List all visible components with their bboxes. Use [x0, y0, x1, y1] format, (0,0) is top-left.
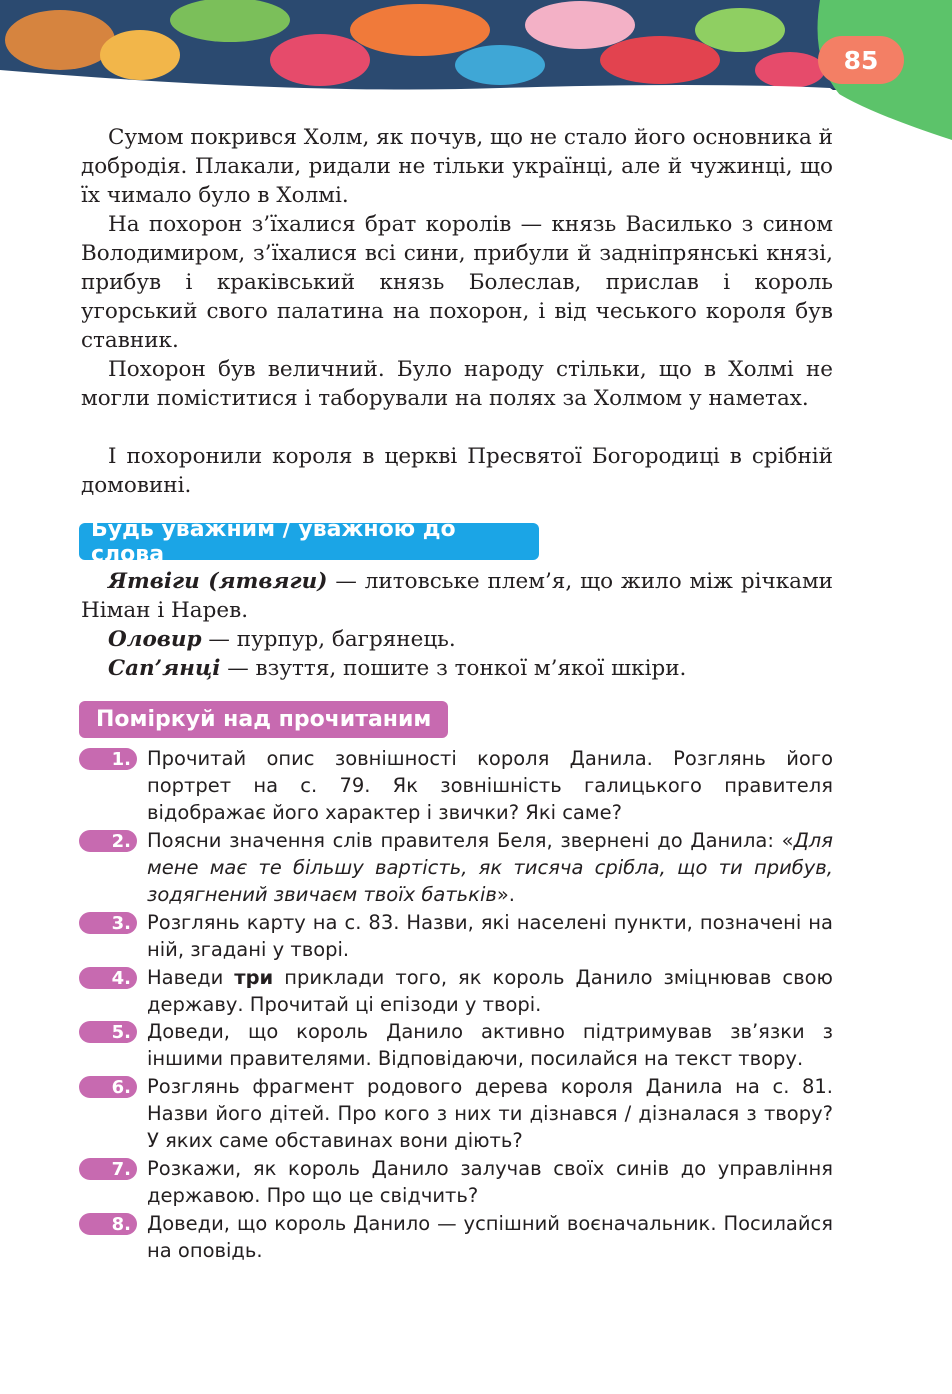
- question-number: 7.: [79, 1158, 137, 1180]
- question-number: 3.: [79, 912, 137, 934]
- question-text: Доведи, що король Данило активно підтримував зв’язки з іншими правителями. Відповідаючи, посилайся на текст твору.: [147, 1020, 833, 1070]
- question-text: Розглянь карту на с. 83. Назви, які населені пункти, позначені на ній, згадані у творі.: [147, 911, 833, 961]
- question-text-part: приклади того, як король Данило зміцнював свою державу. Прочитай ці епізоди у творі.: [147, 966, 833, 1016]
- question-number: 5.: [79, 1021, 137, 1043]
- quote-italic: Для мене має те більшу вартість, як тисяча срібла, що ти прибув, зодягнений звичаєм твоїх батьків: [147, 829, 833, 906]
- glossary-term: Оловир: [108, 627, 202, 652]
- question-text-part: ».: [496, 883, 516, 906]
- question-number: 6.: [79, 1076, 137, 1098]
- glossary-item: [81, 625, 833, 654]
- question-number: 2.: [79, 830, 137, 852]
- story-paragraph: І похоронили короля в церкві Пресвятої Богородиці в срібній домовині.: [81, 444, 833, 498]
- question-text: Розглянь фрагмент родового дерева короля Данила на с. 81. Назви його дітей. Про кого з них ти дізнався / дізналася з твору? У яких саме обставинах вони діють?: [147, 1075, 833, 1152]
- question-text: [147, 827, 833, 908]
- question-number: 1.: [79, 748, 137, 770]
- glossary-definition: — пурпур, багрянець.: [201, 627, 456, 652]
- glossary-header: Будь уважним / уважною до слова: [79, 523, 539, 560]
- question-text: Прочитай опис зовнішності короля Данила. Розглянь його портрет на с. 79. Як зовнішність галицького правителя відображає його характер і звички? Які саме?: [147, 747, 833, 824]
- question-number: 4.: [79, 967, 137, 989]
- floral-banner-illustration: [0, 0, 952, 140]
- glossary-definition: — литовське плем’я, що жило між річками Німан і Нарев.: [81, 569, 833, 623]
- question-text-part: Поясни значення слів правителя Беля, звернені до Данила: «: [147, 829, 794, 852]
- questions-header: Поміркуй над прочитаним: [79, 701, 448, 738]
- story-paragraph: На похорон з’їхалися брат королів — князь Василько з сином Володимиром, з’їхалися всі сини, прибули й задніпрянські князі, прибув і краківський князь Болеслав, прислав і король угорський свого палатина на похорон, і від чеського короля був ставник.: [81, 212, 833, 353]
- glossary-term: Сап’янці: [108, 656, 221, 681]
- emphasis-bold: три: [234, 966, 274, 989]
- glossary-term: Ятвіги (ятвяги): [108, 569, 328, 594]
- question-text: [147, 964, 833, 1018]
- question-text: Доведи, що король Данило — успішний воєначальник. Посилайся на оповідь.: [147, 1212, 833, 1262]
- question-number: 8.: [79, 1213, 137, 1235]
- story-paragraph: Похорон був величний. Було народу стільки, що в Холмі не могли поміститися і таборували на полях за Холмом у наметах.: [81, 357, 833, 411]
- page-number: 85: [818, 36, 904, 84]
- question-text: Розкажи, як король Данило залучав своїх синів до управління державою. Про що це свідчить?: [147, 1157, 833, 1207]
- glossary-item: [81, 567, 833, 625]
- glossary-item: [81, 654, 833, 683]
- question-text-part: Наведи: [147, 966, 235, 989]
- story-paragraph: Сумом покрився Холм, як почув, що не стало його основника й добродія. Плакали, ридали не тільки українці, але й чужинці, що їх чимало було в Холмі.: [81, 125, 833, 208]
- glossary-definition: — взуття, пошите з тонкої м’якої шкіри.: [220, 656, 687, 681]
